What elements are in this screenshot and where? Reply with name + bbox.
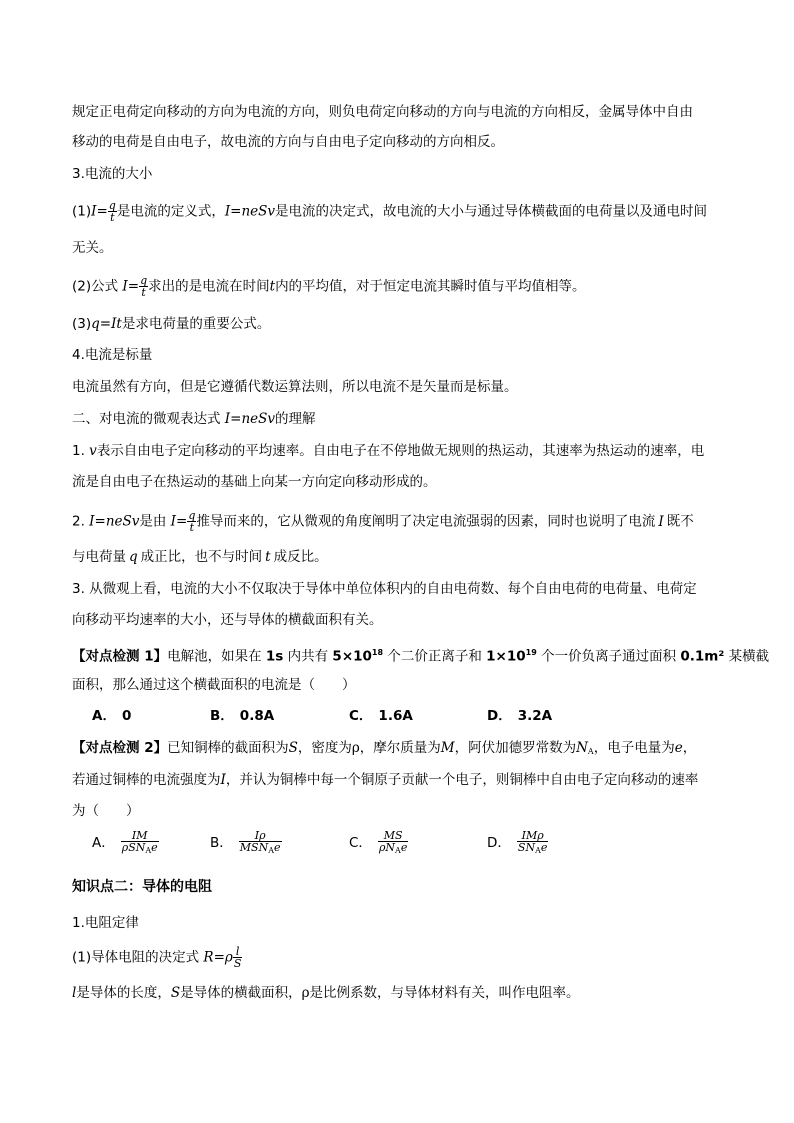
formula-line: (2)公式 I= $\frac{q}{t}$ 求出的是电流在时间t内的平均值，对于恒定电流其瞬时值与平均值相等。 bbox=[72, 274, 586, 299]
option-a[interactable]: A． 0 bbox=[92, 708, 132, 724]
paragraph-line: 与电荷量 q 成正比，也不与时间 t 成反比。 bbox=[72, 549, 328, 565]
fraction-q-over-t: $\frac{q}{t}$ bbox=[140, 274, 148, 299]
option-d[interactable]: D． $\frac{\text{IMρ}}{SN_Ae}$ bbox=[487, 829, 548, 855]
formula-line: (1)导体电阻的决定式 R=ρ $\frac{l}{S}$ bbox=[72, 945, 242, 970]
option-fraction: $\frac{MS}{\rho N_Ae}$ bbox=[378, 829, 408, 855]
section-heading: 3.电流的大小 bbox=[72, 166, 153, 182]
section-heading: 二、对电流的微观表达式 I=neSv的理解 bbox=[72, 411, 316, 427]
paragraph-line: 向移动平均速率的大小，还与导体的横截面积有关。 bbox=[72, 612, 383, 628]
question-1-stem: 【对点检测 1】电解池，如果在 1s 内共有 $5\times 10^{18}$ 个二价正离子和 $1\times 10^{19}$ 个一价负离子通过面积 0.1m² 某横截 bbox=[72, 648, 770, 665]
question-tag: 【对点检测 2】 bbox=[72, 740, 168, 756]
section-heading: 4.电流是标量 bbox=[72, 347, 153, 363]
option-fraction: $\frac{IM}{\rho SN_Ae}$ bbox=[121, 829, 158, 855]
formula-line: (1)I= $\frac{q}{t}$ 是电流的定义式，I=neSv是电流的决定式，故电流的大小与通过导体横截面的电荷量以及通电时间 bbox=[72, 199, 708, 224]
formula-line: 2. I=neSv是由 I= $\frac{q}{t}$ 推导而来的，它从微观的角度阐明了决定电流强弱的因素，同时也说明了电流 I 既不 bbox=[72, 509, 694, 534]
question-2-stem: 【对点检测 2】已知铜棒的截面积为S，密度为ρ，摩尔质量为M，阿伏加德罗常数为$N_A$，电子电量为e， bbox=[72, 740, 697, 756]
question-2-stem: 为（ ） bbox=[72, 803, 140, 819]
paragraph-line: 电流虽然有方向，但是它遵循代数运算法则，所以电流不是矢量而是标量。 bbox=[72, 379, 518, 395]
paragraph-line: 移动的电荷是自由电子，故电流的方向与自由电子定向移动的方向相反。 bbox=[72, 134, 504, 150]
option-a[interactable]: A． $\frac{IM}{\rho SN_Ae}$ bbox=[92, 829, 158, 855]
option-c[interactable]: C． 1.6A bbox=[349, 708, 413, 724]
option-b[interactable]: B． 0.8A bbox=[210, 708, 275, 724]
paragraph-line: 流是自由电子在热运动的基础上向某一方向定向移动形成的。 bbox=[72, 474, 437, 490]
option-fraction: $\frac{\text{IMρ}}{SN_Ae}$ bbox=[517, 829, 548, 855]
paragraph-line: 规定正电荷定向移动的方向为电流的方向，则负电荷定向移动的方向与电流的方向相反，金属导体中自由 bbox=[72, 104, 693, 120]
paragraph-line: 3. 从微观上看，电流的大小不仅取决于导体中单位体积内的自由电荷数、每个自由电荷的电荷量、电荷定 bbox=[72, 581, 697, 597]
section-heading: 1.电阻定律 bbox=[72, 915, 139, 931]
formula-line: (3)q=It是求电荷量的重要公式。 bbox=[72, 316, 271, 332]
option-fraction: $\frac{I\rho}{MSN_Ae}$ bbox=[239, 829, 281, 855]
knowledge-point-heading: 知识点二：导体的电阻 bbox=[72, 879, 212, 895]
fraction-q-over-t: $\frac{q}{t}$ bbox=[108, 199, 116, 224]
option-c[interactable]: C． $\frac{MS}{\rho N_Ae}$ bbox=[349, 829, 408, 855]
question-1-stem: 面积，那么通过这个横截面积的电流是（ ） bbox=[72, 677, 356, 693]
paragraph-line: l是导体的长度，S是导体的横截面积，ρ是比例系数，与导体材料有关，叫作电阻率。 bbox=[72, 985, 580, 1001]
question-2-stem: 若通过铜棒的电流强度为I，并认为铜棒中每一个铜原子贡献一个电子，则铜棒中自由电子定向移动的速率 bbox=[72, 772, 699, 788]
question-tag: 【对点检测 1】 bbox=[72, 648, 168, 665]
paragraph-line: 无关。 bbox=[72, 240, 113, 256]
option-d[interactable]: D． 3.2A bbox=[487, 708, 553, 724]
paragraph-line: 1. v表示自由电子定向移动的平均速率。自由电子在不停地做无规则的热运动，其速率为热运动的速率，电 bbox=[72, 443, 705, 459]
fraction-q-over-t: $\frac{q}{t}$ bbox=[188, 509, 196, 534]
fraction-l-over-s: $\frac{l}{S}$ bbox=[233, 945, 242, 970]
option-b[interactable]: B． $\frac{I\rho}{MSN_Ae}$ bbox=[210, 829, 281, 855]
